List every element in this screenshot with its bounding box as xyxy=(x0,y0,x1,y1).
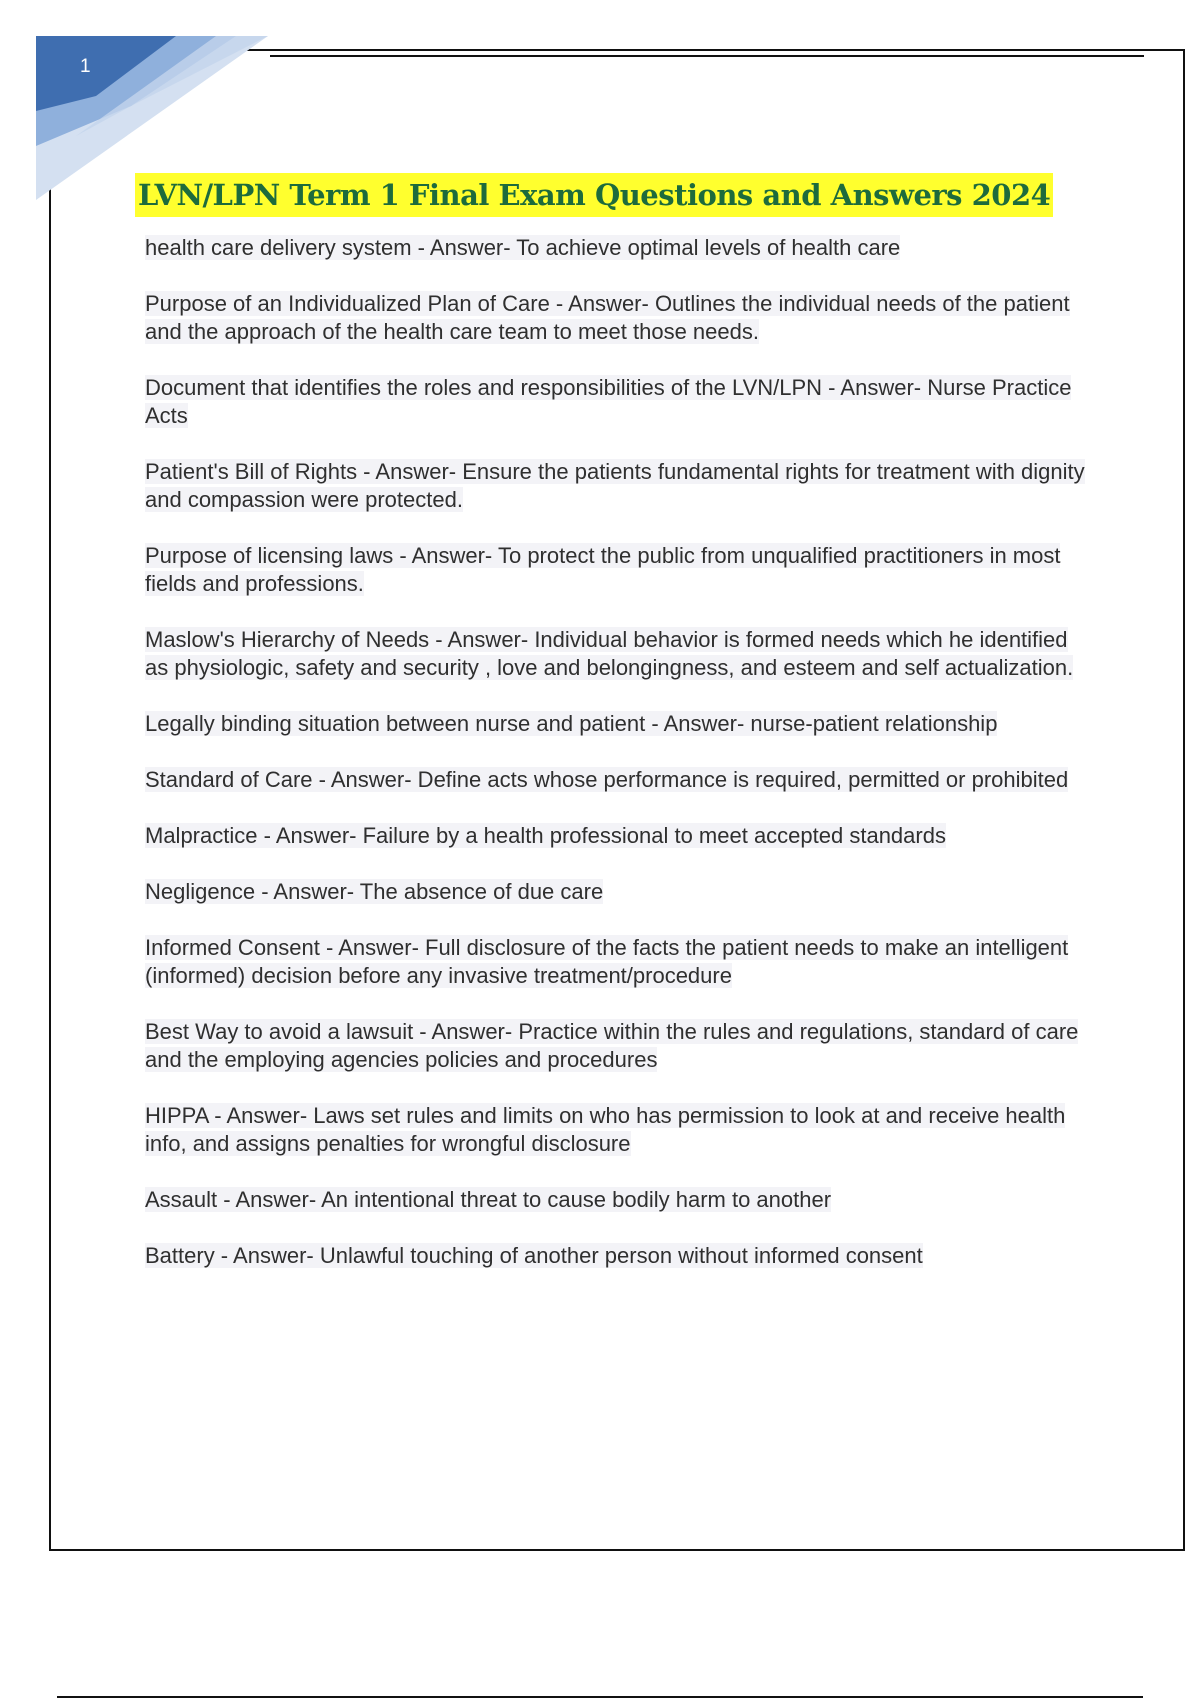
qa-item xyxy=(145,766,1095,794)
qa-item xyxy=(145,710,1095,738)
qa-item xyxy=(145,1186,1095,1214)
qa-text: Negligence - Answer- The absence of due care xyxy=(145,879,604,904)
qa-text: Purpose of licensing laws - Answer- To protect the public from unqualified practitioners in most fields and professions. xyxy=(145,543,1061,596)
qa-item xyxy=(145,1242,1095,1270)
qa-text: Document that identifies the roles and responsibilities of the LVN/LPN - Answer- Nurse Practice Acts xyxy=(145,375,1072,428)
qa-item xyxy=(145,290,1095,346)
qa-item xyxy=(145,458,1095,514)
qa-item xyxy=(145,878,1095,906)
qa-text: health care delivery system - Answer- To achieve optimal levels of health care xyxy=(145,235,901,260)
qa-item xyxy=(145,374,1095,430)
page-number: 1 xyxy=(80,56,91,77)
qa-item xyxy=(145,1102,1095,1158)
qa-item xyxy=(145,1018,1095,1074)
header-rule xyxy=(270,55,1144,57)
qa-text: Purpose of an Individualized Plan of Care - Answer- Outlines the individual needs of the patient and the approach of the health care team to meet those needs. xyxy=(145,291,1070,344)
qa-text: Maslow's Hierarchy of Needs - Answer- Individual behavior is formed needs which he identified as physiologic, safety and security , love and belongingness, and esteem and self actualization. xyxy=(145,627,1074,680)
qa-item xyxy=(145,934,1095,990)
qa-text: Best Way to avoid a lawsuit - Answer- Practice within the rules and regulations, standard of care and the employing agencies policies and procedures xyxy=(145,1019,1079,1072)
qa-item xyxy=(145,234,1095,262)
document-title: LVN/LPN Term 1 Final Exam Questions and Answers 2024 xyxy=(135,173,1053,217)
qa-text: Assault - Answer- An intentional threat to cause bodily harm to another xyxy=(145,1187,832,1212)
qa-item xyxy=(145,626,1095,682)
qa-text: HIPPA - Answer- Laws set rules and limits on who has permission to look at and receive health info, and assigns penalties for wrongful disclosure xyxy=(145,1103,1066,1156)
qa-text: Patient's Bill of Rights - Answer- Ensure the patients fundamental rights for treatment with dignity and compassion were protected. xyxy=(145,459,1085,512)
qa-text: Informed Consent - Answer- Full disclosure of the facts the patient needs to make an intelligent (informed) decision before any invasive treatment/procedure xyxy=(145,935,1069,988)
qa-text: Legally binding situation between nurse and patient - Answer- nurse-patient relationship xyxy=(145,711,998,736)
qa-item xyxy=(145,822,1095,850)
qa-list xyxy=(145,234,1095,1298)
qa-text: Battery - Answer- Unlawful touching of another person without informed consent xyxy=(145,1243,923,1268)
qa-text: Malpractice - Answer- Failure by a health professional to meet accepted standards xyxy=(145,823,946,848)
qa-text: Standard of Care - Answer- Define acts whose performance is required, permitted or prohibited xyxy=(145,767,1069,792)
footer-rule xyxy=(57,1696,1143,1698)
qa-item xyxy=(145,542,1095,598)
